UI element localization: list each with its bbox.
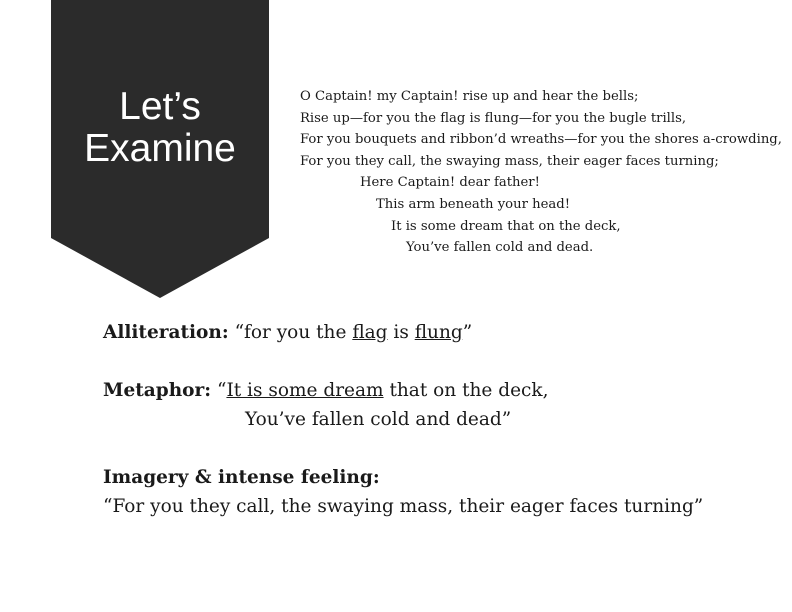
imagery-label: Imagery & intense feeling:: [103, 467, 380, 488]
metaphor-item: [103, 376, 783, 434]
poem-line: You’ve fallen cold and dead.: [406, 240, 594, 256]
poem-line: Here Captain! dear father!: [360, 175, 540, 191]
poem-line: For you bouquets and ribbon’d wreaths—for you the shores a-crowding,: [300, 132, 782, 148]
alliteration-word-flung: flung: [414, 322, 463, 343]
poem-excerpt: [300, 86, 790, 259]
alliteration-text: is: [387, 322, 415, 343]
slide-title-line1: Let’s: [119, 85, 201, 128]
alliteration-item: [103, 318, 783, 347]
poem-line: O Captain! my Captain! rise up and hear the bells;: [300, 89, 639, 104]
metaphor-line2: You’ve fallen cold and dead”: [245, 409, 512, 430]
slide-title-line2: Examine: [84, 127, 236, 170]
metaphor-text: “: [211, 380, 227, 401]
imagery-quote: “For you they call, the swaying mass, their eager faces turning”: [103, 496, 704, 517]
alliteration-text: “for you the: [228, 322, 353, 343]
poem-line: This arm beneath your head!: [376, 196, 571, 212]
metaphor-label: Metaphor:: [103, 380, 212, 401]
poem-line: It is some dream that on the deck,: [391, 218, 621, 234]
literary-analysis: [103, 318, 783, 550]
poem-line: For you they call, the swaying mass, their eager faces turning;: [300, 153, 719, 169]
slide-title: [51, 86, 269, 170]
title-banner: [51, 0, 269, 298]
alliteration-word-flag: flag: [352, 322, 388, 343]
imagery-item: [103, 463, 783, 521]
alliteration-text: ”: [462, 322, 473, 343]
metaphor-underlined: It is some dream: [226, 380, 384, 401]
poem-line: Rise up—for you the flag is flung—for you the bugle trills,: [300, 110, 687, 126]
alliteration-label: Alliteration:: [103, 322, 229, 343]
metaphor-text: that on the deck,: [383, 380, 549, 401]
